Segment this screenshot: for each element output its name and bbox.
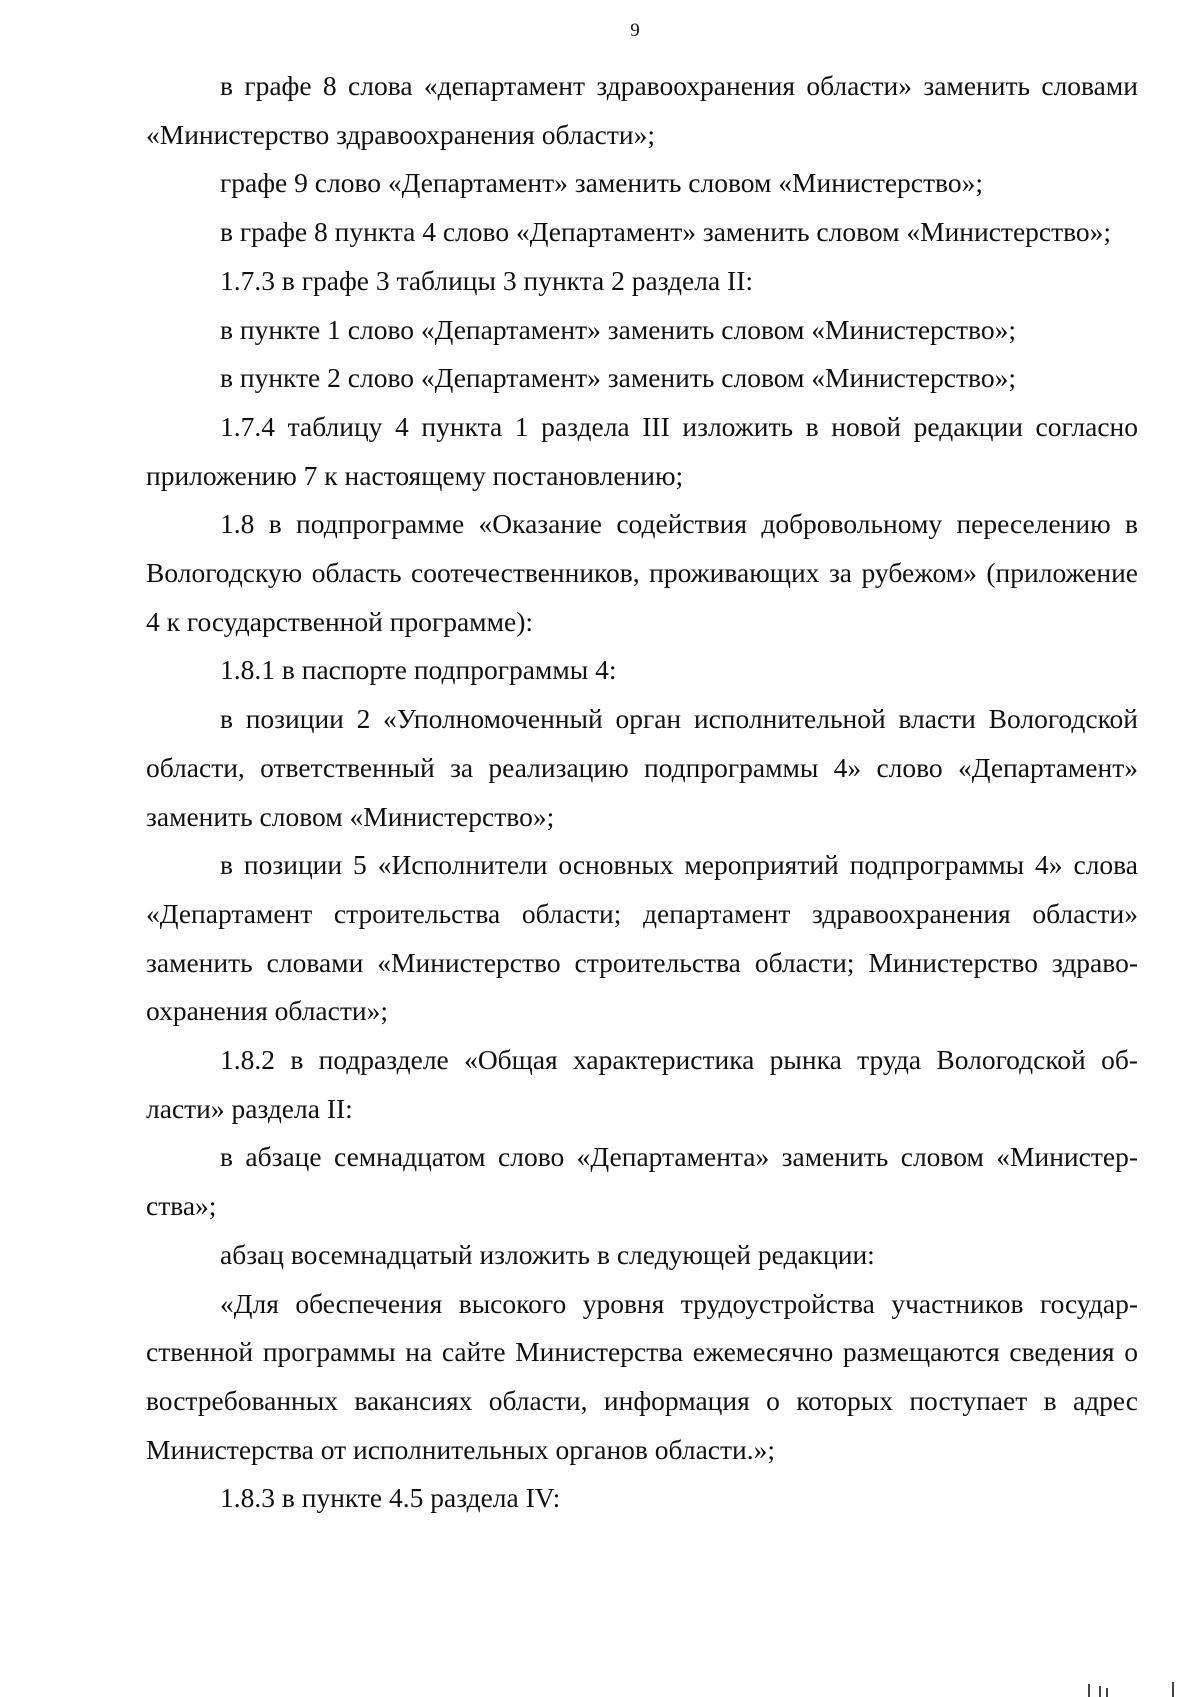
paragraph: 1.7.4 таблицу 4 пункта 1 раздела III изложить в новой редакции согласно приложению 7 к настоящему постановлению; — [146, 410, 1138, 491]
paragraph: «Для обеспечения высокого уровня трудоустройства участников государственной программы на сайте Министерства ежемесячно размещаются сведения о востребованных вакансиях области, информация о которых поступает в адрес Министерства от исполнительных органов области.»; — [146, 1287, 1138, 1465]
scan-artifact — [1088, 1684, 1090, 1697]
paragraph: 1.7.3 в графе 3 таблицы 3 пункта 2 раздела II: — [220, 264, 754, 296]
scan-artifact — [1106, 1688, 1108, 1697]
paragraph: 1.8.3 в пункте 4.5 раздела IV: — [220, 1482, 561, 1514]
paragraph: в пункте 2 слово «Департамент» заменить словом «Министерство»; — [220, 362, 1016, 394]
paragraph: в абзаце семнадцатом слово «Департамента» заменить словом «Министерства»; — [146, 1141, 1138, 1222]
paragraph: в позиции 5 «Исполнители основных мероприятий подпрограммы 4» слова «Департамент строительства области; департамент здравоохранения области» заменить словами «Министерство строительства области; Министерство здравоохранения области»; — [146, 849, 1138, 1027]
scan-artifact — [1099, 1686, 1101, 1697]
paragraph: графе 9 слово «Департамент» заменить словом «Министерство»; — [220, 167, 983, 199]
paragraph: 1.8 в подпрограмме «Оказание содействия добровольному переселению в Вологодскую область соотечественников, проживающих за рубежом» (приложение 4 к государственной программе): — [146, 508, 1138, 637]
paragraph: в позиции 2 «Уполномоченный орган исполнительной власти Вологодской области, ответственный за реализацию подпрограммы 4» слово «Департамент» заменить словом «Министерство»; — [146, 703, 1138, 832]
page-number: 9 — [630, 20, 640, 41]
paragraph: в пункте 1 слово «Департамент» заменить словом «Министерство»; — [220, 313, 1016, 345]
document-body — [146, 62, 1138, 1523]
paragraph: в графе 8 пункта 4 слово «Департамент» заменить словом «Министерство»; — [220, 216, 1112, 248]
scan-artifact — [1172, 1682, 1174, 1697]
paragraph: 1.8.1 в паспорте подпрограммы 4: — [220, 654, 617, 686]
paragraph: абзац восемнадцатый изложить в следующей редакции: — [220, 1238, 875, 1270]
paragraph: в графе 8 слова «департамент здравоохранения области» заменить словами «Министерство здравоохранения области»; — [146, 70, 1138, 150]
paragraph: 1.8.2 в подразделе «Общая характеристика рынка труда Вологодской области» раздела II: — [146, 1044, 1138, 1124]
